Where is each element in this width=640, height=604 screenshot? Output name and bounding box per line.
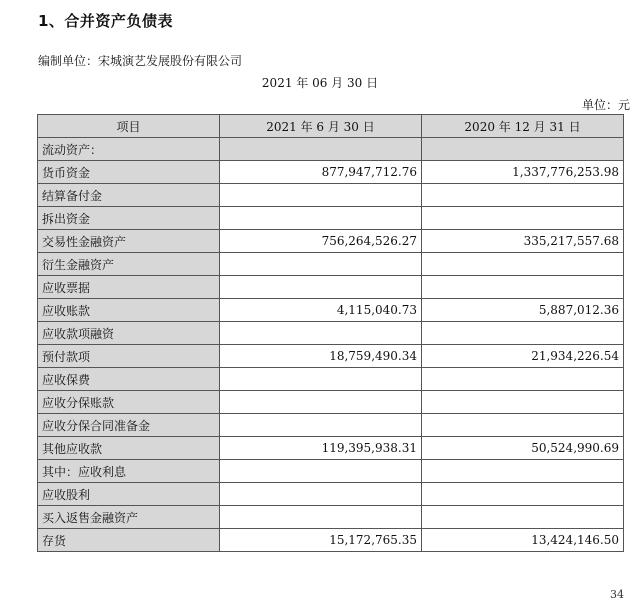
currency-unit: 单位：元 [581, 98, 630, 112]
row-label: 存货 [38, 529, 220, 552]
row-current-value: 18,759,490.34 [220, 345, 422, 368]
report-date: 2021 年 06 月 30 日 [261, 76, 379, 90]
row-previous-value: 1,337,776,253.98 [422, 161, 624, 184]
table-row [38, 230, 624, 253]
column-header-current: 2021 年 6 月 30 日 [220, 115, 422, 138]
row-current-value [220, 207, 422, 230]
table-row [38, 299, 624, 322]
company-line: 编制单位：宋城演艺发展股份有限公司 [38, 54, 243, 68]
row-current-value [220, 506, 422, 529]
row-label: 预付款项 [38, 345, 220, 368]
row-previous-value [422, 483, 624, 506]
table-row [38, 391, 624, 414]
balance-sheet-table [37, 114, 624, 552]
row-previous-value [422, 276, 624, 299]
row-label: 货币资金 [38, 161, 220, 184]
row-label: 拆出资金 [38, 207, 220, 230]
row-current-value [220, 322, 422, 345]
row-previous-value [422, 368, 624, 391]
row-previous-value [422, 391, 624, 414]
table-row [38, 184, 624, 207]
table-header-row [38, 115, 624, 138]
row-previous-value [422, 207, 624, 230]
row-current-value: 756,264,526.27 [220, 230, 422, 253]
row-label: 流动资产： [38, 138, 220, 161]
row-previous-value [422, 322, 624, 345]
row-current-value [220, 391, 422, 414]
row-label: 应收分保合同准备金 [38, 414, 220, 437]
row-previous-value [422, 253, 624, 276]
row-previous-value: 50,524,990.69 [422, 437, 624, 460]
row-previous-value: 5,887,012.36 [422, 299, 624, 322]
table-row [38, 253, 624, 276]
table-row [38, 161, 624, 184]
row-current-value [220, 276, 422, 299]
table-row [38, 506, 624, 529]
column-header-previous: 2020 年 12 月 31 日 [422, 115, 624, 138]
row-previous-value [422, 184, 624, 207]
table-row [38, 437, 624, 460]
row-label: 结算备付金 [38, 184, 220, 207]
row-previous-value [422, 460, 624, 483]
column-header-item: 项目 [38, 115, 220, 138]
row-previous-value: 13,424,146.50 [422, 529, 624, 552]
row-current-value [220, 483, 422, 506]
row-current-value [220, 138, 422, 161]
table-row [38, 322, 624, 345]
row-label: 其他应收款 [38, 437, 220, 460]
row-previous-value [422, 138, 624, 161]
row-label: 应收保费 [38, 368, 220, 391]
row-current-value: 4,115,040.73 [220, 299, 422, 322]
row-label: 应收股利 [38, 483, 220, 506]
row-current-value [220, 253, 422, 276]
row-current-value: 119,395,938.31 [220, 437, 422, 460]
row-previous-value [422, 414, 624, 437]
table-row [38, 460, 624, 483]
page-title: 1、合并资产负债表 [38, 12, 173, 30]
row-previous-value [422, 506, 624, 529]
table-row [38, 414, 624, 437]
row-label: 应收票据 [38, 276, 220, 299]
row-label: 应收分保账款 [38, 391, 220, 414]
row-current-value: 877,947,712.76 [220, 161, 422, 184]
table-row [38, 138, 624, 161]
page-number: 34 [610, 588, 624, 601]
row-label: 其中：应收利息 [38, 460, 220, 483]
row-current-value [220, 460, 422, 483]
row-previous-value: 21,934,226.54 [422, 345, 624, 368]
row-previous-value: 335,217,557.68 [422, 230, 624, 253]
row-label: 交易性金融资产 [38, 230, 220, 253]
row-label: 买入返售金融资产 [38, 506, 220, 529]
table-row [38, 483, 624, 506]
row-label: 应收款项融资 [38, 322, 220, 345]
row-current-value [220, 184, 422, 207]
row-label: 应收账款 [38, 299, 220, 322]
row-current-value [220, 414, 422, 437]
table-row [38, 345, 624, 368]
table-row [38, 276, 624, 299]
table-row [38, 207, 624, 230]
row-current-value: 15,172,765.35 [220, 529, 422, 552]
table-row [38, 368, 624, 391]
row-label: 衍生金融资产 [38, 253, 220, 276]
table-row [38, 529, 624, 552]
row-current-value [220, 368, 422, 391]
